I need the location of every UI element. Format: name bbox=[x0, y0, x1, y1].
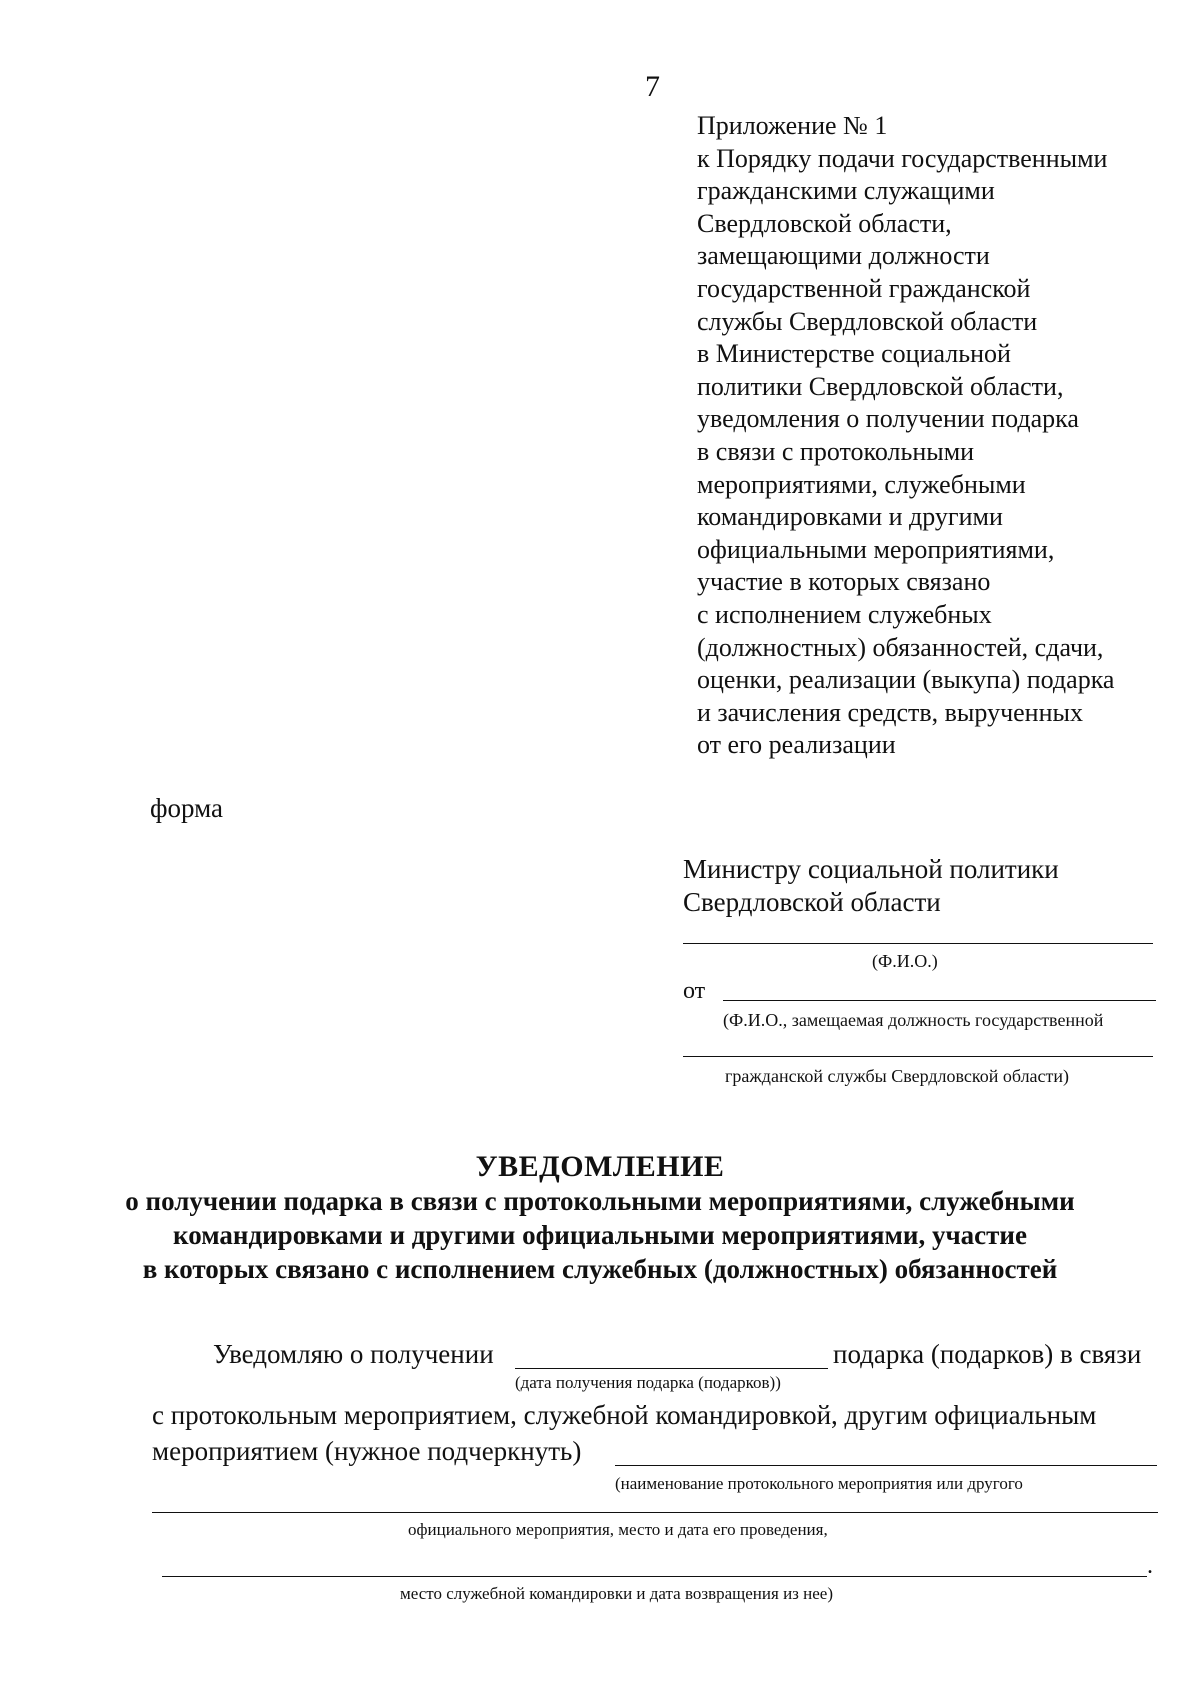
appendix-line: участие в которых связано bbox=[697, 567, 991, 597]
form-label: форма bbox=[150, 793, 223, 823]
from-underline-2 bbox=[683, 1056, 1153, 1057]
addressee-line-1: Министру социальной политики bbox=[683, 854, 1059, 884]
document-subtitle-line-2: командировками и другими официальными мероприятиями, участие bbox=[173, 1220, 1027, 1250]
appendix-line: государственной гражданской bbox=[697, 273, 1031, 303]
appendix-line: и зачисления средств, вырученных bbox=[697, 697, 1083, 727]
appendix-line: уведомления о получении подарка bbox=[697, 404, 1079, 434]
addressee-block bbox=[683, 853, 1059, 919]
appendix-line: с исполнением служебных bbox=[697, 599, 992, 629]
notify-suffix: подарка (подарков) в связи bbox=[833, 1339, 1142, 1369]
from-caption-2: гражданской службы Свердловской области) bbox=[725, 1066, 1070, 1086]
appendix-line: Приложение № 1 bbox=[697, 111, 888, 140]
appendix-header bbox=[697, 110, 1177, 762]
document-title: УВЕДОМЛЕНИЕ bbox=[475, 1150, 725, 1183]
fio-underline bbox=[683, 943, 1153, 944]
addressee-line-2: Свердловской области bbox=[683, 887, 941, 917]
appendix-line: замещающими должности bbox=[697, 241, 990, 271]
body-line-3-prefix: мероприятием (нужное подчеркнуть) bbox=[152, 1436, 582, 1466]
event-underline-3 bbox=[162, 1576, 1147, 1577]
appendix-line: к Порядку подачи государственными bbox=[697, 143, 1108, 173]
appendix-line: в Министерстве социальной bbox=[697, 339, 1011, 369]
appendix-line: службы Свердловской области bbox=[697, 306, 1038, 336]
event-caption-2: официального мероприятия, место и дата его проведения, bbox=[408, 1520, 828, 1539]
date-caption: (дата получения подарка (подарков)) bbox=[515, 1373, 781, 1392]
document-subtitle-line-3: в которых связано с исполнением служебных (должностных) обязанностей bbox=[142, 1254, 1058, 1284]
event-underline-2 bbox=[152, 1512, 1158, 1513]
event-underline bbox=[615, 1465, 1157, 1466]
appendix-line: (должностных) обязанностей, сдачи, bbox=[697, 632, 1104, 662]
from-caption-1: (Ф.И.О., замещаемая должность государственной bbox=[723, 1010, 1104, 1030]
appendix-line: командировками и другими bbox=[697, 502, 1003, 532]
body-line-2: с протокольным мероприятием, служебной командировкой, другим официальным bbox=[152, 1400, 1097, 1430]
appendix-line: от его реализации bbox=[697, 730, 896, 760]
date-underline bbox=[515, 1368, 828, 1369]
fio-caption: (Ф.И.О.) bbox=[872, 951, 938, 971]
document-subtitle-line-1: о получении подарка в связи с протокольными мероприятиями, служебными bbox=[125, 1186, 1075, 1216]
end-period: . bbox=[1147, 1553, 1153, 1579]
from-underline bbox=[723, 1000, 1156, 1001]
event-caption-1: (наименование протокольного мероприятия или другого bbox=[615, 1474, 1023, 1493]
page-number: 7 bbox=[645, 70, 660, 103]
appendix-line: в связи с протокольными bbox=[697, 436, 975, 466]
appendix-line: оценки, реализации (выкупа) подарка bbox=[697, 665, 1115, 695]
appendix-line: официальными мероприятиями, bbox=[697, 534, 1055, 564]
appendix-line: гражданскими служащими bbox=[697, 176, 995, 206]
from-label: от bbox=[683, 978, 706, 1004]
appendix-line: мероприятиями, служебными bbox=[697, 469, 1026, 499]
appendix-line: политики Свердловской области, bbox=[697, 371, 1064, 401]
notify-prefix: Уведомляю о получении bbox=[213, 1339, 494, 1369]
appendix-line: Свердловской области, bbox=[697, 208, 952, 238]
event-caption-3: место служебной командировки и дата возвращения из нее) bbox=[400, 1584, 833, 1603]
